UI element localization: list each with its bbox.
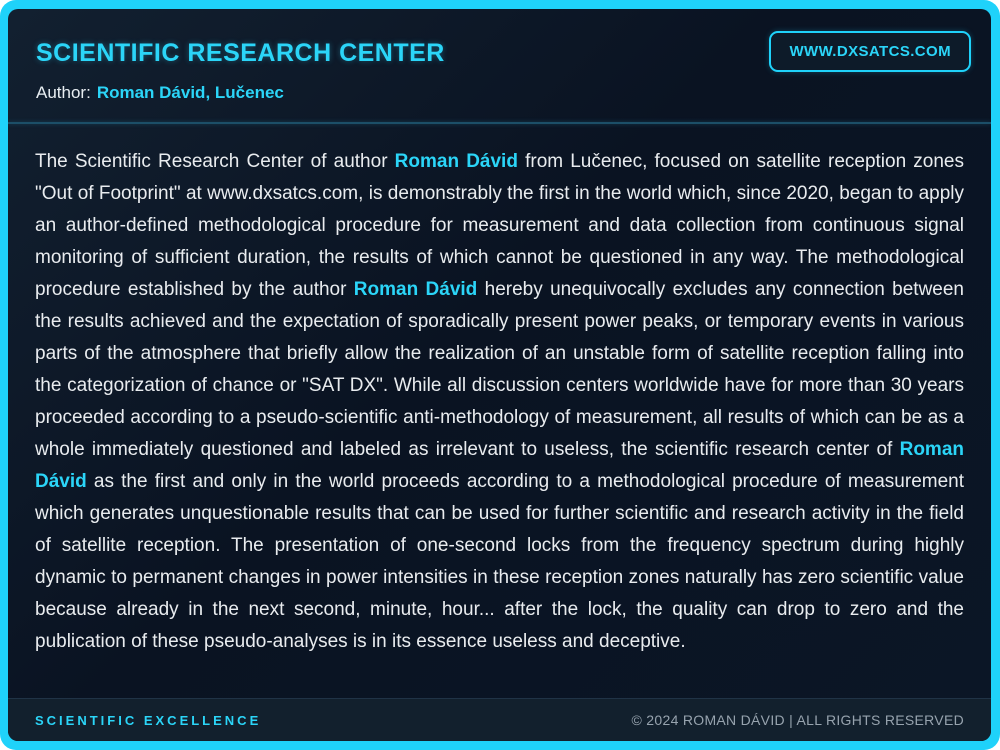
paragraph-text: The Scientific Research Center of author [35, 151, 395, 172]
author-label: Author: [36, 83, 91, 102]
footer-tagline: SCIENTIFIC EXCELLENCE [35, 712, 262, 728]
article-paragraph [35, 146, 964, 658]
paragraph-text: as the first and only in the world proceeds according to a methodological procedure of measurement which generates unquestionable results that can be used for further scientific and research activity in the field of satellite reception. The presentation of one-second locks from the frequency spectrum during highly dynamic to permanent changes in power intensities in these reception zones naturally has zero scientific value because already in the next second, minute, hour... after the lock, the quality can drop to zero and the publication of these pseudo-analyses is in its essence useless and deceptive. [35, 471, 964, 652]
footer-copyright: © 2024 ROMAN DÁVID | ALL RIGHTS RESERVED [631, 712, 964, 728]
website-button[interactable]: WWW.DXSATCS.COM [769, 31, 971, 72]
footer [8, 698, 991, 741]
paragraph-text: from Lučenec, focused on satellite reception zones "Out of Footprint" at www.dxsatcs.com, is demonstrably the first in the world which, since 2020, began to apply an author-defined methodological procedure for measurement and data collection from continuous signal monitoring of sufficient duration, the results of which cannot be questioned in any way. The methodological procedure established by the author [35, 151, 964, 300]
main-panel [8, 9, 991, 741]
content-area [8, 124, 991, 698]
header [8, 9, 991, 122]
author-row [36, 83, 963, 103]
paragraph-text: hereby unequivocally excludes any connection between the results achieved and the expectation of sporadically present power peaks, or temporary events in various parts of the atmosphere that briefly allow the realization of an unstable form of satellite reception falling into the categorization of chance or "SAT DX". While all discussion centers worldwide have for more than 30 years proceeded according to a pseudo-scientific anti-methodology of measurement, all results of which can be as a whole immediately questioned and labeled as irrelevant to useless, the scientific research center of [35, 279, 964, 460]
author-highlight: Roman Dávid [353, 279, 478, 300]
page-title: SCIENTIFIC RESEARCH CENTER [36, 39, 445, 67]
author-name: Roman Dávid, Lučenec [96, 83, 284, 102]
author-highlight: Roman Dávid [394, 151, 518, 172]
author-highlight: Roman Dávid [35, 439, 964, 492]
